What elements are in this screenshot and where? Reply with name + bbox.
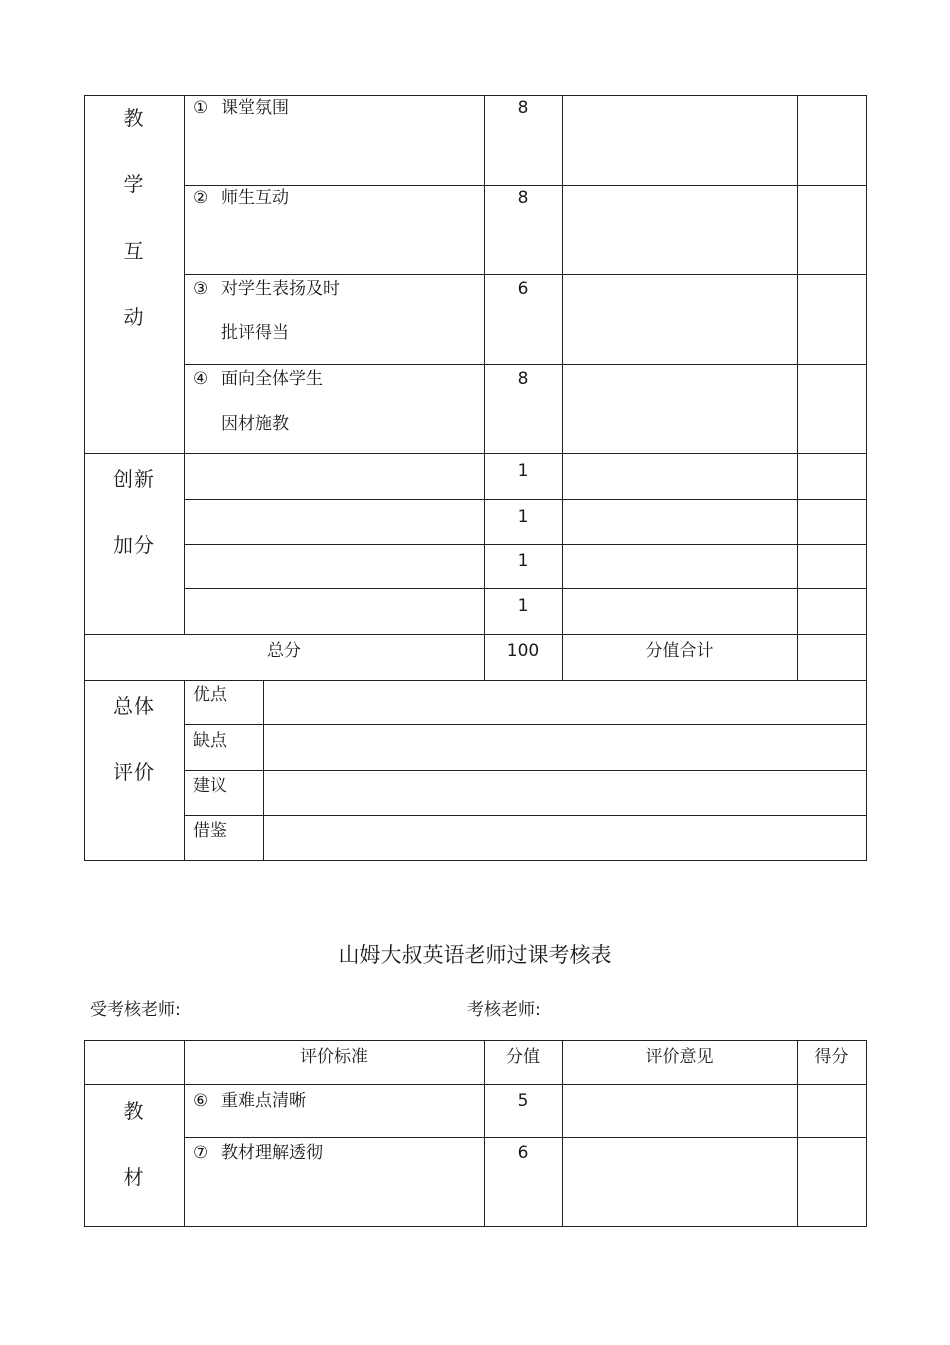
innovation-category: 创新 (113, 467, 155, 491)
bonus-score: 1 (517, 507, 529, 527)
overall-label-reference: 借鉴 (193, 821, 227, 841)
bonus-score: 1 (517, 596, 529, 616)
category-char: 教 (123, 106, 145, 130)
item-number: ③ (193, 279, 209, 299)
examinee-label: 受考核老师: (90, 1000, 181, 1020)
item-text: 课堂氛围 (221, 98, 289, 118)
item-text: 教材理解透彻 (221, 1143, 323, 1163)
score-value: 8 (517, 369, 529, 389)
overall-label-weaknesses: 缺点 (193, 731, 227, 751)
criteria-item (193, 1143, 323, 1163)
examiner-label: 考核老师: (467, 1000, 541, 1020)
item-text: 师生互动 (221, 188, 289, 208)
category-char: 互 (123, 239, 145, 263)
item-text: 对学生表扬及时 (221, 279, 340, 299)
overall-category: 评价 (113, 760, 155, 784)
bonus-score: 1 (517, 461, 529, 481)
overall-label-suggestions: 建议 (193, 776, 227, 796)
criteria-item (193, 98, 289, 118)
item-text: 面向全体学生 (221, 369, 323, 389)
criteria-item (193, 279, 340, 299)
category-char: 动 (123, 305, 145, 329)
item-text-line2: 批评得当 (221, 323, 289, 343)
total-value: 100 (506, 641, 540, 661)
total-label: 总分 (267, 641, 301, 661)
overall-label-strengths: 优点 (193, 685, 227, 705)
category-char: 教 (123, 1099, 145, 1123)
category-char: 学 (123, 172, 145, 196)
item-number: ① (193, 98, 209, 118)
score-value: 6 (517, 279, 529, 299)
header-score: 分值 (506, 1047, 540, 1067)
category-char: 材 (123, 1165, 145, 1189)
score-value: 6 (517, 1143, 529, 1163)
item-text: 重难点清晰 (221, 1091, 306, 1111)
score-sum-label: 分值合计 (645, 641, 714, 661)
bonus-score: 1 (517, 551, 529, 571)
innovation-category: 加分 (113, 533, 155, 557)
score-value: 8 (517, 188, 529, 208)
item-text-line2: 因材施教 (221, 414, 289, 434)
score-value: 5 (517, 1091, 529, 1111)
header-result: 得分 (814, 1047, 849, 1067)
item-number: ② (193, 188, 209, 208)
overall-category: 总体 (113, 694, 155, 718)
criteria-item (193, 1091, 306, 1111)
header-opinion: 评价意见 (645, 1047, 714, 1067)
form-title: 山姆大叔英语老师过课考核表 (338, 943, 612, 967)
item-number: ⑥ (193, 1091, 209, 1111)
item-number: ④ (193, 369, 209, 389)
header-criteria: 评价标准 (300, 1047, 368, 1067)
item-number: ⑦ (193, 1143, 209, 1163)
criteria-item (193, 369, 323, 389)
criteria-item (193, 188, 289, 208)
score-value: 8 (517, 98, 529, 118)
